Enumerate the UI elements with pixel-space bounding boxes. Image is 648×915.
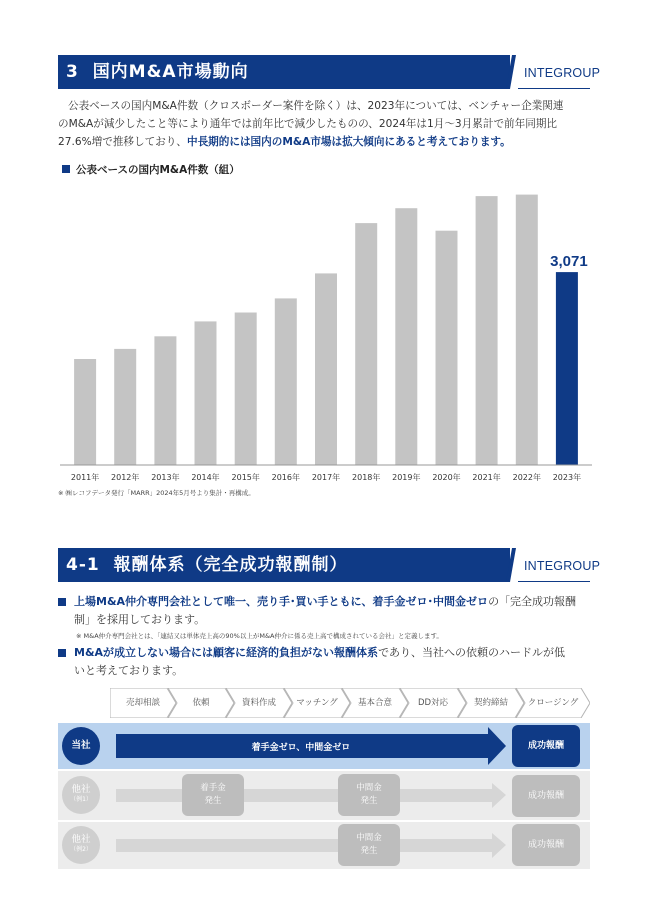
process-step [226, 688, 292, 718]
fee-row-other-2 [58, 822, 590, 869]
box-line: 発生 [360, 846, 378, 856]
square-bullet-icon [62, 165, 70, 173]
paragraph-line [58, 133, 592, 151]
retainer-fee-box [182, 774, 244, 816]
row-label-other [62, 776, 100, 814]
x-tick-label: 2017年 [311, 473, 341, 482]
box-line: 発生 [360, 796, 378, 806]
x-tick-label: 2022年 [512, 473, 541, 482]
square-bullet-icon [58, 649, 66, 657]
x-tick-label: 2014年 [191, 473, 220, 482]
success-fee-box: 成功報酬 [512, 775, 580, 817]
process-step-label: 基本合意 [357, 698, 392, 708]
process-step [110, 688, 176, 718]
x-tick-label: 2018年 [352, 473, 381, 482]
bullet-line: 制」を採用しております。 [74, 613, 206, 626]
section-title-text: 報酬体系（完全成功報酬制） [113, 555, 348, 575]
integroup-logo: INTEGROUP [524, 66, 601, 80]
process-step [516, 688, 590, 718]
section-title [66, 548, 348, 582]
chart-label-text: 公表ベースの国内M&A件数（組） [76, 164, 240, 176]
section-title-text: 国内M&A市場動向 [92, 62, 249, 82]
arrow-right-icon [116, 822, 506, 869]
process-step-label: 契約締結 [473, 698, 508, 708]
bar-2016年 [275, 298, 297, 465]
x-tick-label: 2012年 [111, 473, 140, 482]
paragraph-line: のM&Aが減少したこと等により通年では前年比で減少したものの、2024年は1月～3月累計で前年同期比 [58, 118, 558, 130]
x-tick-label: 2021年 [472, 473, 501, 482]
bullet-success-fee [58, 593, 592, 629]
box-line: 中間金 [356, 833, 382, 843]
process-step-label: 売却相談 [125, 698, 160, 708]
bar-2022年 [516, 195, 538, 465]
process-step-label: マッチング [296, 698, 338, 708]
zero-fee-arrow-text: 着手金ゼロ、中間金ゼロ [251, 743, 351, 753]
bar-2015年 [235, 313, 257, 466]
x-tick-label: 2019年 [392, 473, 421, 482]
row-label-ours: 当社 [62, 727, 100, 765]
section-header-4-1 [58, 548, 601, 582]
bar-2013年 [154, 336, 176, 465]
box-line: 発生 [204, 796, 222, 806]
logo-underline [518, 581, 590, 582]
slash-decoration-icon [506, 548, 516, 582]
bullet-text: の「完全成功報酬 [488, 595, 577, 608]
logo-underline [518, 88, 590, 89]
market-trend-paragraph [58, 97, 592, 151]
x-tick-label: 2023年 [552, 473, 582, 482]
bullet-line [74, 593, 592, 611]
bar-2019年 [395, 208, 417, 465]
row-label-text: 他社 [71, 784, 91, 795]
process-step-label: クロージング [527, 698, 579, 708]
bullet-no-burden [58, 644, 592, 680]
x-tick-label: 2016年 [271, 473, 300, 482]
fee-row-other-1 [58, 771, 590, 820]
paragraph-line: 公表ベースの国内M&A件数（クロスボーダー案件を除く）は、2023年については、ベンチャー企業関連 [68, 100, 564, 112]
box-line: 中間金 [356, 783, 382, 793]
paragraph-highlight: 中長期的には国内のM&A市場は拡大傾向にあると考えております。 [187, 136, 511, 148]
success-fee-box: 成功報酬 [512, 725, 580, 767]
interim-fee-box [338, 774, 400, 816]
process-steps [110, 688, 590, 718]
x-tick-label: 2020年 [432, 473, 461, 482]
data-label: 3,071 [550, 253, 588, 271]
bullet-text: であり、当社への依頼のハードルが低 [378, 646, 566, 659]
bar-2017年 [315, 273, 337, 465]
row-label-other [62, 826, 100, 864]
success-fee-box: 成功報酬 [512, 824, 580, 866]
bullet-line: いと考えております。 [74, 664, 184, 677]
process-step [458, 688, 524, 718]
bullet-line [74, 644, 592, 662]
arrow-right-icon [116, 771, 506, 820]
bar-2021年 [476, 196, 498, 465]
x-tick-label: 2013年 [151, 473, 180, 482]
process-step-label: 依頼 [192, 698, 210, 708]
integroup-logo: INTEGROUP [524, 559, 601, 573]
section-number: 4-1 [66, 555, 100, 575]
process-step [168, 688, 234, 718]
bar-2023年 [556, 272, 578, 465]
interim-fee-box [338, 824, 400, 866]
slash-decoration-icon [506, 55, 516, 89]
bullet-highlight: 上場M&A仲介専門会社として唯一、売り手･買い手ともに、着手金ゼロ･中間金ゼロ [74, 595, 489, 608]
chart-label [62, 162, 240, 177]
ma-count-bar-chart [58, 176, 592, 486]
bar-2018年 [355, 223, 377, 465]
section-header-3 [58, 55, 601, 89]
section-number: 3 [66, 62, 79, 82]
box-line: 着手金 [200, 783, 226, 793]
bullet-highlight: M&Aが成立しない場合には顧客に経済的負担がない報酬体系 [74, 646, 379, 659]
source-note: ※ ㈱レコフデータ発行「MARR」2024年5月号より集計・再構成。 [58, 489, 255, 497]
process-step [342, 688, 408, 718]
bar-2020年 [436, 231, 458, 465]
x-tick-label: 2011年 [70, 473, 100, 482]
square-bullet-icon [58, 598, 66, 606]
process-step [284, 688, 350, 718]
bar-2014年 [195, 321, 217, 465]
fee-row-ours [58, 723, 590, 769]
section-title [66, 55, 249, 89]
bar-2012年 [114, 349, 136, 465]
paragraph-text: 27.6%増で推移しており、 [58, 136, 187, 148]
footnote: ※ M&A仲介専門会社とは、「連結又は単体売上高の90%以上がM&A仲介に係る売上高で構成されている会社」と定義します。 [76, 632, 443, 640]
row-label-sub: （例1） [70, 796, 92, 803]
x-tick-label: 2015年 [231, 473, 260, 482]
row-label-sub: （例2） [70, 846, 92, 853]
row-label-text: 他社 [71, 834, 91, 845]
process-step-label: DD対応 [417, 698, 449, 708]
process-step-label: 資料作成 [241, 698, 276, 708]
bar-2011年 [74, 359, 96, 465]
process-step [400, 688, 466, 718]
